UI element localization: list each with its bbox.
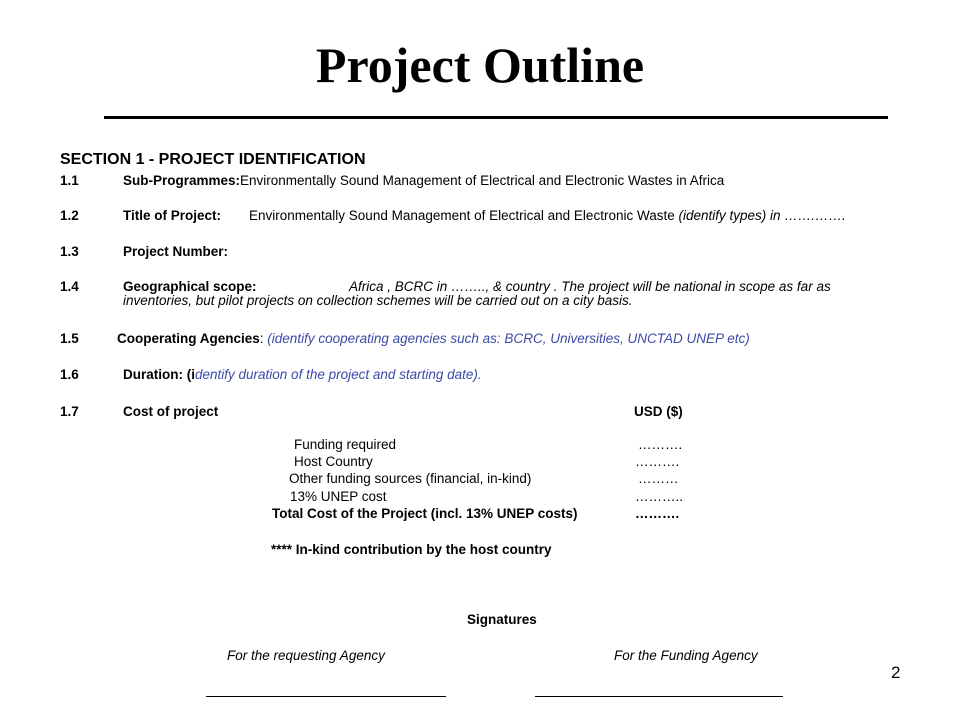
cooperating-agencies-row — [117, 331, 750, 346]
sub-programmes-label-text: Sub-Programmes: — [123, 173, 241, 188]
total-cost-label: Total Cost of the Project (incl. 13% UNEP costs) — [272, 506, 578, 521]
geographical-scope-label: Geographical scope: — [123, 279, 257, 294]
duration-value: dentify duration of the project and starting date). — [195, 367, 482, 382]
project-title-label: Title of Project: — [123, 208, 222, 223]
project-title-text: Environmentally Sound Management of Electrical and Electronic Waste — [249, 208, 679, 223]
requesting-signature-line — [206, 696, 446, 697]
host-country-label: Host Country — [294, 454, 373, 469]
requesting-agency-label: For the requesting Agency — [227, 648, 385, 663]
total-cost-value: ………. — [635, 506, 680, 521]
item-number-1-7: 1.7 — [60, 404, 79, 419]
signatures-heading: Signatures — [467, 612, 537, 627]
funding-required-label: Funding required — [294, 437, 397, 452]
slide-title: Project Outline — [315, 37, 645, 93]
other-funding-label: Other funding sources (financial, in-kind) — [289, 471, 532, 486]
geographical-scope-line-1: Africa , BCRC in …….., & country . The project will be national in scope as far as — [349, 279, 831, 294]
project-title-italic: (identify types) in …….……. — [678, 208, 846, 223]
sub-programmes-value: Environmentally Sound Management of Electrical and Electronic Wastes in Africa — [240, 173, 725, 188]
host-country-value: ………. — [635, 454, 680, 469]
item-number-1-2: 1.2 — [60, 208, 79, 223]
duration-label: Duration: (i — [123, 367, 195, 382]
unep-cost-value: ……….. — [635, 489, 684, 504]
page-number: 2 — [891, 663, 901, 682]
funding-signature-line — [535, 696, 783, 697]
in-kind-note: **** In-kind contribution by the host country — [271, 542, 552, 557]
currency-heading: USD ($) — [634, 404, 683, 419]
item-number-1-4: 1.4 — [60, 279, 79, 294]
item-number-1-3: 1.3 — [60, 244, 79, 259]
duration-row — [123, 367, 482, 382]
item-number-1-1: 1.1 — [60, 173, 79, 188]
cooperating-agencies-value: (identify cooperating agencies such as: BCRC, Universities, UNCTAD UNEP etc) — [267, 331, 750, 346]
cooperating-agencies-label: Cooperating Agencies — [117, 331, 260, 346]
unep-cost-label: 13% UNEP cost — [290, 489, 387, 504]
other-funding-value: ……… — [638, 471, 679, 486]
project-number-label: Project Number: — [123, 244, 229, 259]
project-title-value — [249, 208, 846, 223]
funding-required-value: ………. — [638, 437, 683, 452]
item-number-1-5: 1.5 — [60, 331, 79, 346]
sub-programmes-label — [123, 173, 724, 188]
funding-agency-label: For the Funding Agency — [614, 648, 758, 663]
cooperating-agencies-colon: : — [259, 331, 268, 346]
item-number-1-6: 1.6 — [60, 367, 79, 382]
title-underline — [104, 116, 888, 119]
geographical-scope-line-2: inventories, but pilot projects on collection schemes will be carried out on a city basis. — [123, 293, 633, 308]
section-heading: SECTION 1 - PROJECT IDENTIFICATION — [60, 151, 366, 168]
cost-of-project-label: Cost of project — [123, 404, 219, 419]
